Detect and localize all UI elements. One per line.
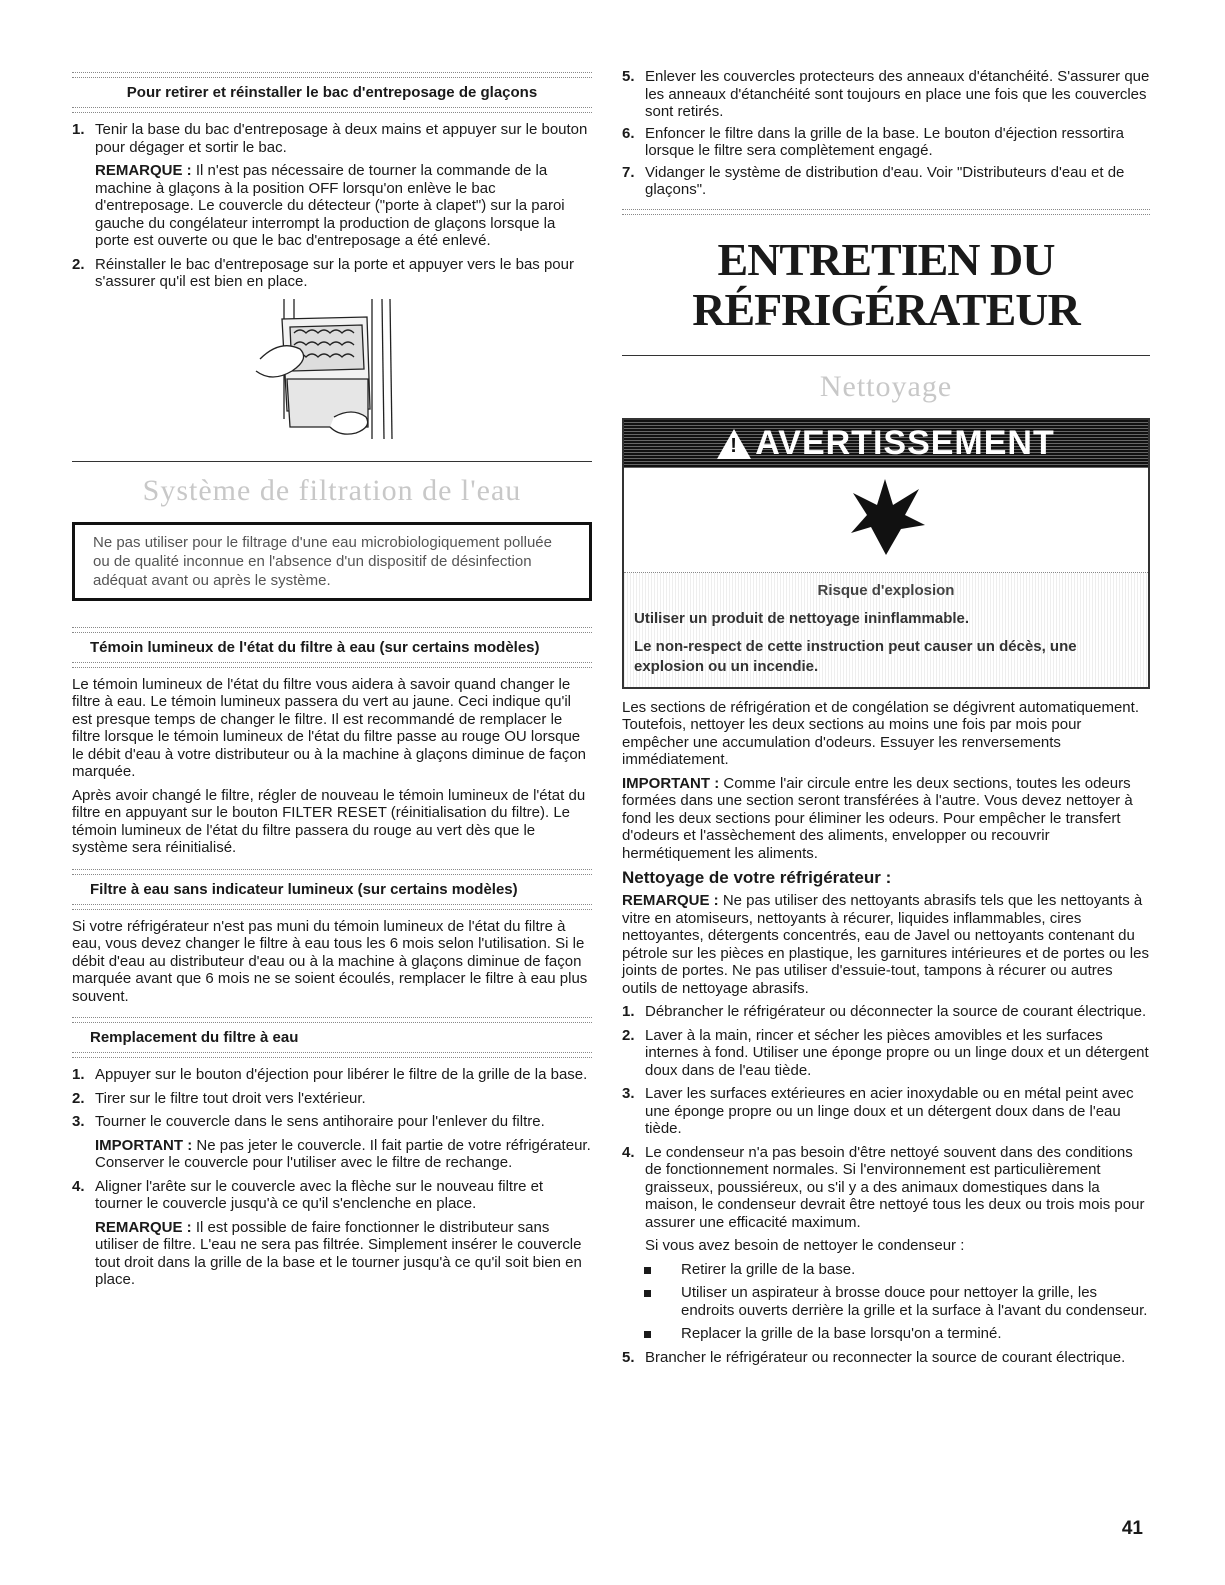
section-rule [72,461,592,462]
page-number: 41 [1121,1518,1143,1539]
section-heading-filter-indicator: Témoin lumineux de l'état du filtre à eau (sur certains modèles) [90,638,540,656]
section-title-cleaning: Nettoyage [819,369,953,403]
cleaning-heading: Nettoyage de votre réfrigérateur : [622,868,892,887]
list-item: 2. Réinstaller le bac d'entreposage sur la porte et appuyer vers le bas pour s'assurer qu'il est bien en place. [72,255,574,290]
list-item: 1. Débrancher le réfrigérateur ou déconnecter la source de courant électrique. [622,1003,1147,1020]
warning-header: ! AVERTISSEMENT [624,420,1148,468]
main-title-line2: RÉFRIGÉRATEUR [692,283,1080,335]
list-item: 3. Laver les surfaces extérieures en acier inoxydable ou en métal peint avec une éponge propre ou un linge doux et un détergent doux dans de l'eau tiède. [622,1085,1134,1137]
list-item: 1. Tenir la base du bac d'entreposage à deux mains et appuyer sur le bouton pour dégager et sortir le bac. [72,121,588,156]
list-item: 5. Brancher le réfrigérateur ou reconnecter la source de courant électrique. [622,1348,1126,1366]
list-item: 3. Tourner le couvercle dans le sens antihoraire pour l'enlever du filtre. [72,1113,545,1130]
paragraph: Si vous avez besoin de nettoyer le condenseur : [645,1237,965,1254]
warning-panel [622,418,1150,689]
paragraph: Le témoin lumineux de l'état du filtre vous aidera à savoir quand changer le filtre à eau. Le témoin lumineux passera du vert au jaune. Ceci indique qu'il est presque temps de changer le filtre. Il est recommandé de remplacer le filtre lorsque le témoin lumineux de l'état du filtre passe au rouge OU lorsque le débit d'eau à votre distributeur ou à la machine à glaçons diminue de façon marquée. [72,675,587,780]
list-item: 4. Aligner l'arête sur le couvercle avec la flèche sur le nouveau filtre et tourner le couvercle jusqu'à ce qu'il s'enclenche en place. [72,1177,544,1212]
left-column [72,0,592,1289]
main-title-line1: ENTRETIEN DU [717,233,1055,285]
section-heading-filter-no-indicator: Filtre à eau sans indicateur lumineux (sur certains modèles) [90,880,518,898]
bullet-item: Utiliser un aspirateur à brosse douce pour nettoyer la grille, les endroits ouverts derrière la grille et la surface à l'avant du condenseur. [622,1284,1150,1319]
important-note: IMPORTANT : Ne pas jeter le couvercle. Il fait partie de votre réfrigérateur. Conserver le couvercle pour l'utiliser avec le filtre de rechange. [95,1136,591,1171]
section-heading-ice-bin: Pour retirer et réinstaller le bac d'entreposage de glaçons [126,84,538,101]
list-item: 7. Vidanger le système de distribution d'eau. Voir "Distributeurs d'eau et de glaçons". [622,163,1125,198]
list-item: 2. Tirer sur le filtre tout droit vers l'extérieur. [72,1089,366,1107]
note: REMARQUE : Il est possible de faire fonctionner le distributeur sans utiliser de filtre. L'eau ne sera pas filtrée. Simplement insérer le couvercle tout droit dans la grille de la base et le tourner jusqu'à ce qu'il soit bien en place. [95,1218,582,1288]
note: REMARQUE : Il n'est pas nécessaire de tourner la commande de la machine à glaçons à la position OFF lorsqu'on enlève le bac d'entreposage. Le couvercle du détecteur ("porte à clapet") sur la paroi gauche du congélateur interrompt la production de glaçons lorsque la porte est ouverte ou que le bac d'entreposage a été enlevé. [95,162,565,249]
paragraph: Après avoir changé le filtre, régler de nouveau le témoin lumineux de l'état du filtre en appuyant sur le bouton FILTER RESET (réinitialisation du filtre). Le témoin lumineux de l'état du filtre passera du rouge au vert dès que le système sera réinitialisé. [72,786,586,856]
warning-triangle-icon: ! [717,429,751,459]
ice-bin-illustration [72,299,592,447]
section-title-water-filter: Système de filtration de l'eau [142,473,522,507]
section-rule [622,355,1150,356]
list-item: 2. Laver à la main, rincer et sécher les pièces amovibles et les surfaces internes à fond. Utiliser une éponge propre ou un linge doux et un détergent doux dans de l'eau tiède. [622,1026,1149,1079]
paragraph: Si votre réfrigérateur n'est pas muni du témoin lumineux de l'état du filtre à eau, vous devez changer le filtre à eau tous les 6 mois selon l'utilisation. Si le débit d'eau au distributeur d'eau ou à la machine à glaçons diminue de façon marquée avant que 6 mois ne se soient écoulés, remplacer le filtre à eau plus souvent. [72,917,588,1005]
note: REMARQUE : Ne pas utiliser des nettoyants abrasifs tels que les nettoyants à vitre en atomiseurs, nettoyants à récurer, liquides inflammables, cires nettoyantes, détergents concentrés, eau de Javel ou nettoyants contenant du pétrole sur les pièces en plastique, les garnitures intérieures et de portes ou les joints de portes. Ne pas utiliser d'essuie-tout, tampons à récurer ou autres outils de nettoyage abrasifs. [622,892,1149,997]
right-column [622,0,1150,1366]
list-item: 6. Enfoncer le filtre dans la grille de la base. Le bouton d'éjection ressortira lorsque le filtre sera complètement engagé. [622,124,1124,159]
bullet-item: Retirer la grille de la base. [622,1261,1150,1279]
list-item: 4. Le condenseur n'a pas besoin d'être nettoyé souvent dans des conditions de fonctionnement normales. Si l'environnement est particulièrement graisseux, poussiéreux, ou s'il y a des animaux domestiques dans la maison, le condenseur devrait être nettoyé tous les deux ou trois mois pour assurer une efficacité maximum. [622,1143,1145,1231]
important-note: IMPORTANT : Comme l'air circule entre les deux sections, toutes les odeurs formées dans une section seront transférées à l'autre. Vous devez nettoyer à fond les deux sections pour éliminer les odeurs. Pour empêcher le transfert d'odeurs et l'assèchement des aliments, envelopper ou recouvrir hermétiquement les aliments. [622,774,1133,862]
explosion-hazard-icon [624,468,1148,573]
bullet-item: Replacer la grille de la base lorsqu'on a terminé. [622,1325,1150,1343]
warning-box: Ne pas utiliser pour le filtrage d'une eau microbiologiquement polluée ou de qualité inconnue en l'absence d'un dispositif de désinfection adéquat avant ou après le système. [72,522,592,601]
section-heading-filter-replacement: Remplacement du filtre à eau [90,1029,299,1046]
list-item: 5. Enlever les couvercles protecteurs des anneaux d'étanchéité. S'assurer que les anneaux d'étanchéité sont toujours en place une fois que les couvercles sont retirés. [622,68,1150,120]
paragraph: Les sections de réfrigération et de congélation se dégivrent automatiquement. Toutefois, nettoyer les deux sections au moins une fois par mois pour empêcher une accumulation d'odeurs. Essuyer les renversements immédiatement. [622,698,1139,768]
list-item: 1. Appuyer sur le bouton d'éjection pour libérer le filtre de la grille de la base. [72,1066,588,1083]
warning-text: Risque d'explosion Utiliser un produit de nettoyage ininflammable. Le non-respect de cette instruction peut causer un décès, une explosion ou un incendie. [624,573,1148,687]
